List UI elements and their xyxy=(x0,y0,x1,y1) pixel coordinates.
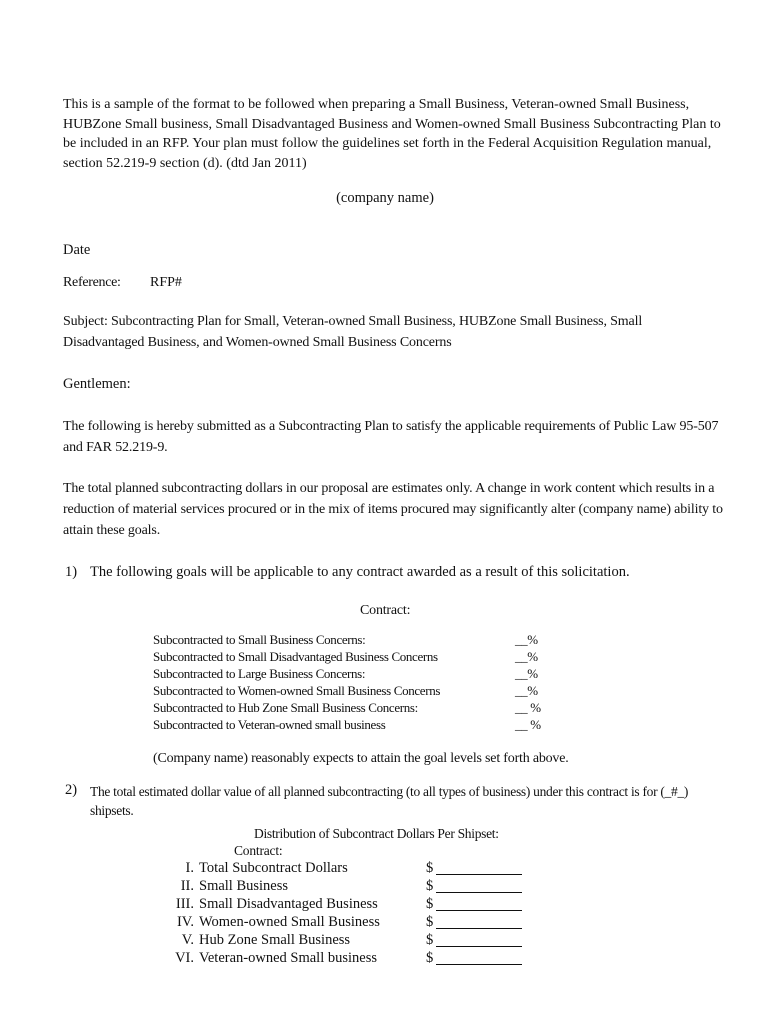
distribution-row xyxy=(150,878,550,896)
goals-closing: (Company name) reasonably expects to attain the goal levels set forth above. xyxy=(153,751,569,766)
goal-label: Subcontracted to Large Business Concerns: xyxy=(153,666,366,681)
goal-row xyxy=(153,683,553,700)
goal-label: Subcontracted to Veteran-owned small business xyxy=(153,717,386,732)
roman-numeral: V. xyxy=(181,932,194,948)
goal-value: __% xyxy=(515,632,538,647)
distribution-label: Hub Zone Small Business xyxy=(199,932,351,948)
goal-value: __% xyxy=(515,649,538,664)
item-1-text: The following goals will be applicable to any contract awarded as a result of this solicitation. xyxy=(90,564,630,580)
amount-blank xyxy=(436,928,522,929)
amount-blank xyxy=(436,874,522,875)
subject-line: Subject: Subcontracting Plan for Small, Veteran-owned Small Business, HUBZone Small Business, Small Disadvantaged Business, and Women-owned Small Business Concerns xyxy=(63,314,643,350)
amount-blank xyxy=(436,964,522,965)
distribution-label: Women-owned Small Business xyxy=(199,914,380,930)
distribution-row xyxy=(150,932,550,950)
distribution-row xyxy=(150,896,550,914)
goal-value: __% xyxy=(515,683,538,698)
roman-numeral: IV. xyxy=(176,914,194,930)
item-2-text: The total estimated dollar value of all planned subcontracting (to all types of business) under this contract is for (_#_) shipsets. xyxy=(90,784,689,818)
roman-numeral: VI. xyxy=(175,950,194,966)
intro-paragraph: This is a sample of the format to be followed when preparing a Small Business, Veteran-owned Small Business, HUBZone Small business, Small Disadvantaged Business and Women-owned Small Business Subcontracting Plan to be included in an RFP. Your plan must follow the guidelines set forth in the Federal Acquisition Regulation manual, section 52.219-9 section (d). (dtd Jan 2011) xyxy=(63,97,721,171)
goal-label: Subcontracted to Hub Zone Small Business Concerns: xyxy=(153,700,418,715)
distribution-row xyxy=(150,914,550,932)
amount-blank xyxy=(436,910,522,911)
distribution-row xyxy=(150,860,550,878)
roman-numeral: III. xyxy=(175,896,194,912)
goal-value: __ % xyxy=(515,717,541,732)
goal-label: Subcontracted to Small Business Concerns: xyxy=(153,632,366,647)
goal-row xyxy=(153,700,553,717)
distribution-label: Small Business xyxy=(199,878,289,894)
dollar-sign: $ xyxy=(426,950,434,966)
reference-value: RFP# xyxy=(150,275,182,290)
contract-heading: Contract: xyxy=(360,603,411,618)
goal-row xyxy=(153,666,553,683)
roman-numeral: I. xyxy=(185,860,194,876)
goal-row xyxy=(153,717,553,734)
item-2-number: 2) xyxy=(65,782,78,798)
roman-numeral: II. xyxy=(180,878,194,894)
reference-label: Reference: xyxy=(63,275,121,290)
dollar-sign: $ xyxy=(426,860,434,876)
goal-label: Subcontracted to Small Disadvantaged Business Concerns xyxy=(153,649,438,664)
amount-blank xyxy=(436,946,522,947)
distribution-label: Small Disadvantaged Business xyxy=(199,896,378,912)
distribution-contract-label: Contract: xyxy=(234,843,283,858)
dollar-sign: $ xyxy=(426,914,434,930)
distribution-heading: Distribution of Subcontract Dollars Per Shipset: xyxy=(254,826,499,841)
goal-row xyxy=(153,632,553,649)
paragraph-1: The following is hereby submitted as a Subcontracting Plan to satisfy the applicable requirements of Public Law 95-507 and FAR 52.219-9. xyxy=(63,419,719,455)
dollar-sign: $ xyxy=(426,932,434,948)
paragraph-2: The total planned subcontracting dollars in our proposal are estimates only. A change in work content which results in a reduction of material services procured or in the mix of items procured may significantly alter (company name) ability to attain these goals. xyxy=(63,481,723,538)
distribution-row xyxy=(150,950,550,968)
amount-blank xyxy=(436,892,522,893)
dollar-sign: $ xyxy=(426,896,434,912)
goal-label: Subcontracted to Women-owned Small Business Concerns xyxy=(153,683,441,698)
company-name: (company name) xyxy=(336,190,434,206)
goal-value: __ % xyxy=(515,700,541,715)
distribution-label: Veteran-owned Small business xyxy=(199,950,377,966)
goal-value: __% xyxy=(515,666,538,681)
goal-row xyxy=(153,649,553,666)
date-label: Date xyxy=(63,242,91,258)
dollar-sign: $ xyxy=(426,878,434,894)
distribution-label: Total Subcontract Dollars xyxy=(199,860,348,876)
salutation: Gentlemen: xyxy=(63,376,131,392)
item-1-number: 1) xyxy=(65,564,78,580)
